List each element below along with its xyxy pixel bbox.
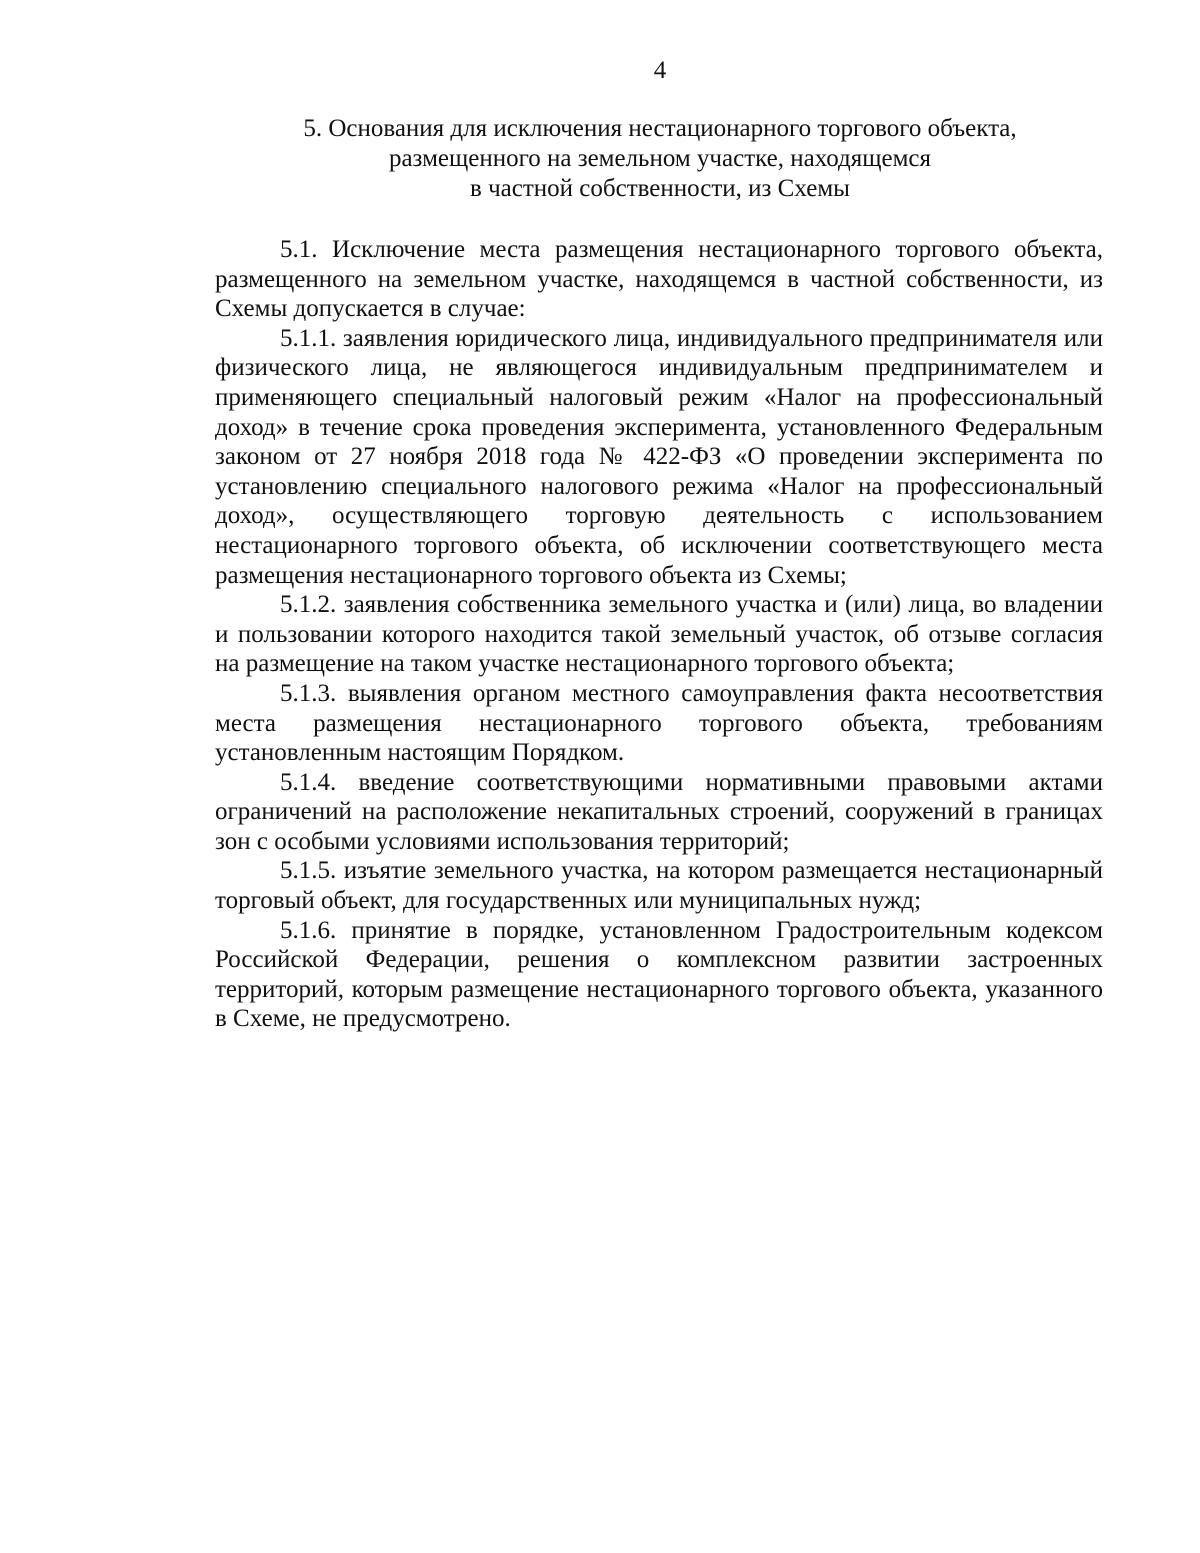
section-heading-line: 5. Основания для исключения нестационарного торгового объекта, [303, 115, 1017, 142]
section-body [215, 235, 1103, 1034]
clause-5-1-1: 5.1.1. заявления юридического лица, индивидуального предпринимателя или физического лица, не являющегося индивидуальным предпринимателем и применяющего специальный налоговый режим «Налог на профессиональный доход» в течение срока проведения эксперимента, установленного Федеральным законом от 27 ноября 2018 года № 422-ФЗ «О проведении эксперимента по установлению специального налогового режима «Налог на профессиональный доход», осуществляющего торговую деятельность с использованием нестационарного торгового объекта, об исключении соответствующего места размещения нестационарного торгового объекта из Схемы; [215, 324, 1103, 589]
page-number: 4 [653, 57, 667, 84]
clause-5-1-5: 5.1.5. изъятие земельного участка, на котором размещается нестационарный торговый объект, для государственных или муниципальных нужд; [215, 857, 1103, 915]
clause-5-1: 5.1. Исключение места размещения нестационарного торгового объекта, размещенного на земельном участке, находящемся в частной собственности, из Схемы допускается в случае: [215, 236, 1103, 323]
section-heading-line: в частной собственности, из Схемы [470, 175, 850, 202]
clause-5-1-3: 5.1.3. выявления органом местного самоуправления факта несоответствия места размещения нестационарного торгового объекта, требованиям установленным настоящим Порядком. [215, 679, 1103, 767]
clause-5-1-6: 5.1.6. принятие в порядке, установленном Градостроительным кодексом Российской Федерации, решения о комплексном развитии застроенных территорий, которым размещение нестационарного торгового объекта, указанного в Схеме, не предусмотрено. [215, 916, 1103, 1033]
clause-5-1-4: 5.1.4. введение соответствующими нормативными правовыми актами ограничений на расположение некапитальных строений, сооружений в границах зон с особыми условиями использования территорий; [215, 768, 1103, 855]
section-heading [215, 114, 1105, 204]
section-heading-line: размещенного на земельном участке, находящемся [388, 145, 932, 172]
clause-5-1-2: 5.1.2. заявления собственника земельного участка и (или) лица, во владении и пользовании которого находится такой земельный участок, об отзыве согласия на размещение на таком участке нестационарного торгового объекта; [215, 591, 1103, 678]
